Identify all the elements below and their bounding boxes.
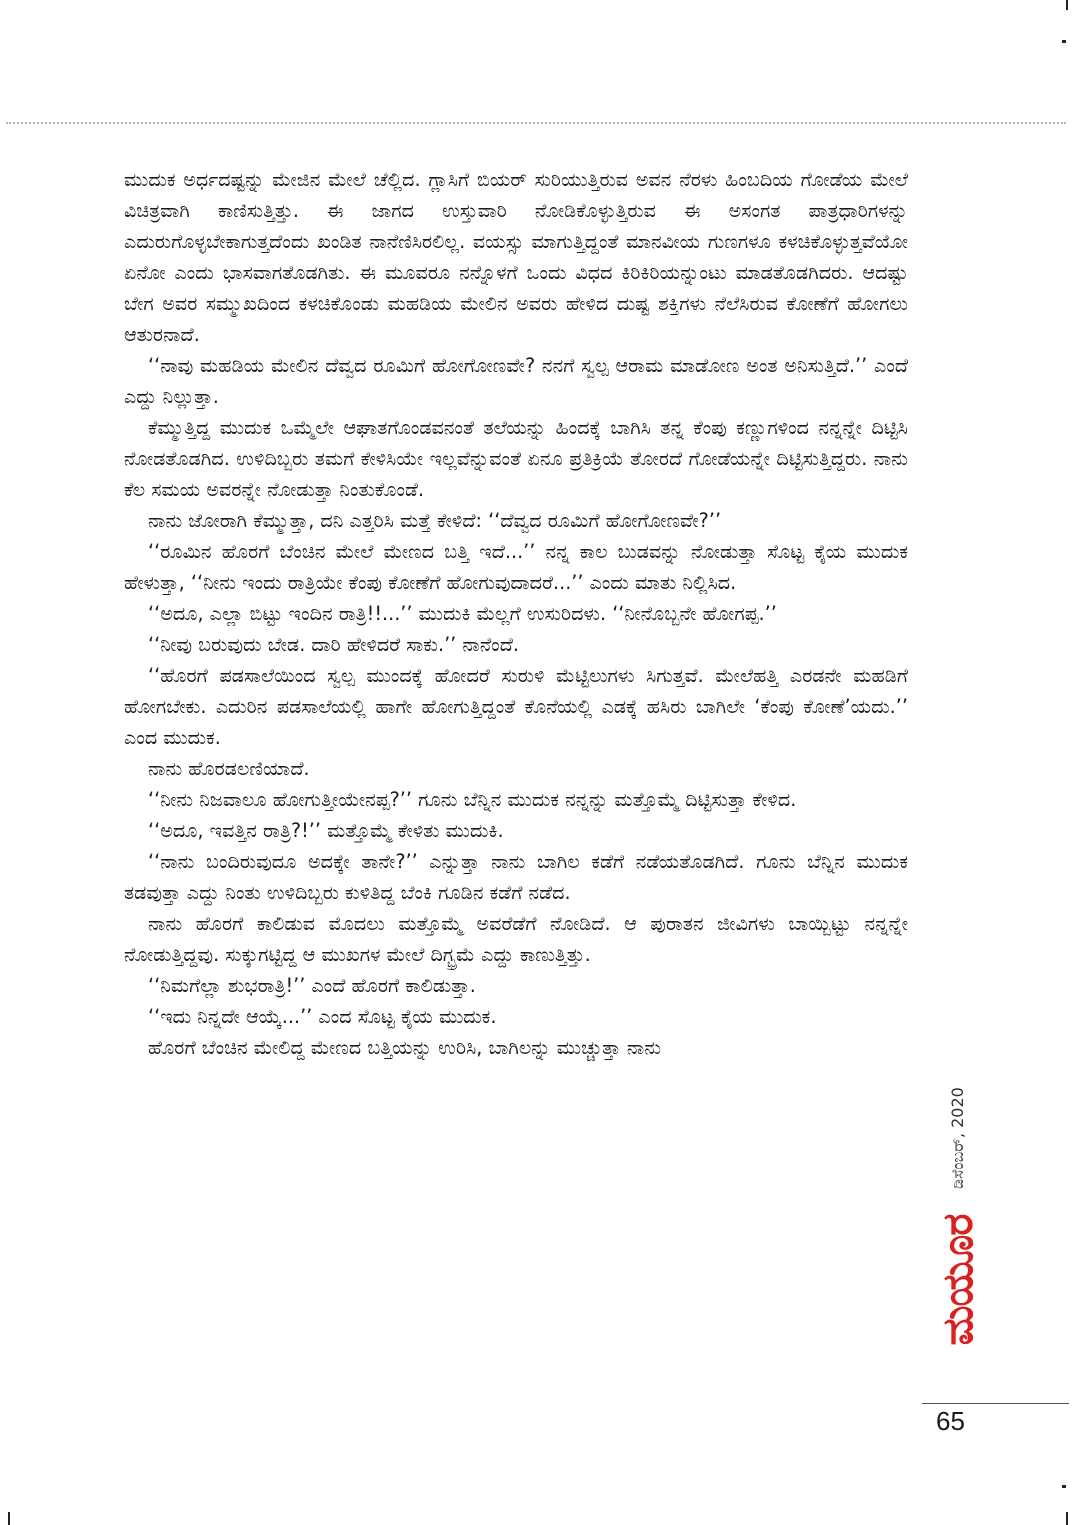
paragraph: ಕೆಮ್ಮುತ್ತಿದ್ದ ಮುದುಕ ಒಮ್ಮೆಲೇ ಆಘಾತಗೊಂಡವನಂತೆ ತಲೆಯನ್ನು ಹಿಂದಕ್ಕೆ ಬಾಗಿಸಿ ತನ್ನ ಕೆಂಪು ಕಣ್ಣುಗಳಿಂದ ನನ್ನನ್ನೇ ದಿಟ್ಟಿಸಿ ನೋಡತೊಡಗಿದ. ಉಳಿದಿಬ್ಬರು ತಮಗೆ ಕೇಳಿಸಿಯೇ ಇಲ್ಲವೆನ್ನುವಂತೆ ಏನೂ ಪ್ರತಿಕ್ರಿಯೆ ತೋರದೆ ಗೋಡೆಯನ್ನೇ ದಿಟ್ಟಿಸುತ್ತಿದ್ದರು. ನಾನು ಕೆಲ ಸಮಯ ಅವರನ್ನೇ ನೋಡುತ್ತಾ ನಿಂತುಕೊಂಡೆ. [124,416,908,501]
story-text [124,164,908,1063]
paragraph: ನಾನು ಜೋರಾಗಿ ಕೆಮ್ಮುತ್ತಾ, ದನಿ ಎತ್ತರಿಸಿ ಮತ್ತೆ ಕೇಳಿದೆ: ‘‘ದೆವ್ವದ ರೂಮಿಗೆ ಹೋಗೋಣವೇ?’’ [148,509,722,532]
crop-mark [8,1512,10,1525]
crop-mark [1066,0,1068,10]
paragraph: ‘‘ನಾನು ಬಂದಿರುವುದೂ ಅದಕ್ಕೇ ತಾನೇ?’’ ಎನ್ನುತ್ತಾ ನಾನು ಬಾಗಿಲ ಕಡೆಗೆ ನಡೆಯತೊಡಗಿದೆ. ಗೂನು ಬೆನ್ನಿನ ಮುದುಕ ತಡವುತ್ತಾ ಎದ್ದು ನಿಂತು ಉಳಿದಿಬ್ಬರು ಕುಳಿತಿದ್ದ ಬೆಂಕಿ ಗೂಡಿನ ಕಡೆಗೆ ನಡೆದ. [124,850,908,904]
paragraph: ‘‘ನಿಮಗೆಲ್ಲಾ ಶುಭರಾತ್ರಿ!’’ ಎಂದೆ ಹೊರಗೆ ಕಾಲಿಡುತ್ತಾ. [148,974,476,997]
paragraph: ಹೊರಗೆ ಬೆಂಚಿನ ಮೇಲಿದ್ದ ಮೇಣದ ಬತ್ತಿಯನ್ನು ಉರಿಸಿ, ಬಾಗಿಲನ್ನು ಮುಚ್ಚುತ್ತಾ ನಾನು [148,1036,662,1059]
magazine-logo: ಮಯೂರ [933,1214,982,1346]
folio-rule [922,1403,1069,1404]
paragraph: ‘‘ಇದು ನಿನ್ನದೇ ಆಯ್ಕೆ...’’ ಎಂದ ಸೊಟ್ಟ ಕೈಯ ಮುದುಕ. [148,1005,497,1028]
paragraph: ‘‘ರೂಮಿನ ಹೊರಗೆ ಬೆಂಚಿನ ಮೇಲೆ ಮೇಣದ ಬತ್ತಿ ಇದೆ...’’ ನನ್ನ ಕಾಲ ಬುಡವನ್ನು ನೋಡುತ್ತಾ ಸೊಟ್ಟ ಕೈಯ ಮುದುಕ ಹೇಳುತ್ತಾ, ‘‘ನೀನು ಇಂದು ರಾತ್ರಿಯೇ ಕೆಂಪು ಕೋಣೆಗೆ ಹೋಗುವುದಾದರೆ...’’ ಎಂದು ಮಾತು ನಿಲ್ಲಿಸಿದ. [124,540,908,594]
crop-mark [1066,1512,1068,1525]
paragraph: ‘‘ನೀನು ನಿಜವಾಲೂ ಹೋಗುತ್ತೀಯೇನಪ್ಪ?’’ ಗೂನು ಬೆನ್ನಿನ ಮುದುಕ ನನ್ನನ್ನು ಮತ್ತೊಮ್ಮೆ ದಿಟ್ಟಿಸುತ್ತಾ ಕೇಳಿದ. [148,788,797,811]
paragraph: ನಾನು ಹೊರಗೆ ಕಾಲಿಡುವ ಮೊದಲು ಮತ್ತೊಮ್ಮೆ ಅವರೆಡೆಗೆ ನೋಡಿದೆ. ಆ ಪುರಾತನ ಜೀವಿಗಳು ಬಾಯ್ಬಿಟ್ಟು ನನ್ನನ್ನೇ ನೋಡುತ್ತಿದ್ದವು. ಸುಕ್ಕುಗಟ್ಟಿದ್ದ ಆ ಮುಖಗಳ ಮೇಲೆ ದಿಗ್ಭ್ರಮೆ ಎದ್ದು ಕಾಣುತ್ತಿತ್ತು. [124,912,908,966]
issue-date: ಡಿಸೆಂಬರ್, 2020 [948,1087,967,1189]
paragraph: ‘‘ನಾವು ಮಹಡಿಯ ಮೇಲಿನ ದೆವ್ವದ ರೂಮಿಗೆ ಹೋಗೋಣವೇ? ನನಗೆ ಸ್ವಲ್ಪ ಆರಾಮ ಮಾಡೋಣ ಅಂತ ಅನಿಸುತ್ತಿದೆ.’’ ಎಂದೆ ಎದ್ದು ನಿಲ್ಲುತ್ತಾ. [124,354,908,408]
header-dotted-rule [6,122,1066,124]
paragraph: ‘‘ಅದೂ, ಎಲ್ಲಾ ಬಿಟ್ಟು ಇಂದಿನ ರಾತ್ರಿ!!...’’ ಮುದುಕಿ ಮೆಲ್ಲಗೆ ಉಸುರಿದಳು. ‘‘ನೀನೊಬ್ಬನೇ ಹೋಗಪ್ಪ.’’ [148,602,777,625]
paragraph: ‘‘ಅದೂ, ಇವತ್ತಿನ ರಾತ್ರಿ?!’’ ಮತ್ತೊಮ್ಮೆ ಕೇಳಿತು ಮುದುಕಿ. [148,819,504,842]
paragraph: ‘‘ಹೊರಗೆ ಪಡಸಾಲೆಯಿಂದ ಸ್ವಲ್ಪ ಮುಂದಕ್ಕೆ ಹೋದರೆ ಸುರುಳಿ ಮೆಟ್ಟಿಲುಗಳು ಸಿಗುತ್ತವೆ. ಮೇಲೆಹತ್ತಿ ಎರಡನೇ ಮಹಡಿಗೆ ಹೋಗಬೇಕು. ಎದುರಿನ ಪಡಸಾಲೆಯಲ್ಲಿ ಹಾಗೇ ಹೋಗುತ್ತಿದ್ದಂತೆ ಕೊನೆಯಲ್ಲಿ ಎಡಕ್ಕೆ ಹಸಿರು ಬಾಗಿಲೇ ‘ಕೆಂಪು ಕೋಣೆ’ಯದು.’’ ಎಂದ ಮುದುಕ. [124,664,908,749]
paragraph: ಮುದುಕ ಅರ್ಧದಷ್ಟನ್ನು ಮೇಜಿನ ಮೇಲೆ ಚೆಲ್ಲಿದ. ಗ್ಲಾಸಿಗೆ ಬಿಯರ್ ಸುರಿಯುತ್ತಿರುವ ಅವನ ನೆರಳು ಹಿಂಬದಿಯ ಗೋಡೆಯ ಮೇಲೆ ವಿಚಿತ್ರವಾಗಿ ಕಾಣಿಸುತ್ತಿತ್ತು. ಈ ಜಾಗದ ಉಸ್ತುವಾರಿ ನೋಡಿಕೊಳ್ಳುತ್ತಿರುವ ಈ ಅಸಂಗತ ಪಾತ್ರಧಾರಿಗಳನ್ನು ಎದುರುಗೊಳ್ಳಬೇಕಾಗುತ್ತದೆಂದು ಖಂಡಿತ ನಾನೆಣಿಸಿರಲಿಲ್ಲ. ವಯಸ್ಸು ಮಾಗುತ್ತಿದ್ದಂತೆ ಮಾನವೀಯ ಗುಣಗಳೂ ಕಳಚಿಕೊಳ್ಳುತ್ತವೆಯೋ ಏನೋ ಎಂದು ಭಾಸವಾಗತೊಡಗಿತು. ಈ ಮೂವರೂ ನನ್ನೊಳಗೆ ಒಂದು ವಿಧದ ಕಿರಿಕಿರಿಯನ್ನುಂಟು ಮಾಡತೊಡಗಿದರು. ಆದಷ್ಟು ಬೇಗ ಅವರ ಸಮ್ಮುಖದಿಂದ ಕಳಚಿಕೊಂಡು ಮಹಡಿಯ ಮೇಲಿನ ಅವರು ಹೇಳಿದ ದುಷ್ಟ ಶಕ್ತಿಗಳು ನೆಲೆಸಿರುವ ಕೋಣೆಗೆ ಹೋಗಲು ಆತುರನಾದೆ. [124,168,908,346]
crop-mark [1062,40,1066,43]
crop-mark [1062,1485,1066,1488]
paragraph: ನಾನು ಹೊರಡಲಣಿಯಾದೆ. [148,757,310,780]
page-number: 65 [936,1406,965,1436]
paragraph: ‘‘ನೀವು ಬರುವುದು ಬೇಡ. ದಾರಿ ಹೇಳಿದರೆ ಸಾಕು.’’ ನಾನೆಂದೆ. [148,633,520,656]
